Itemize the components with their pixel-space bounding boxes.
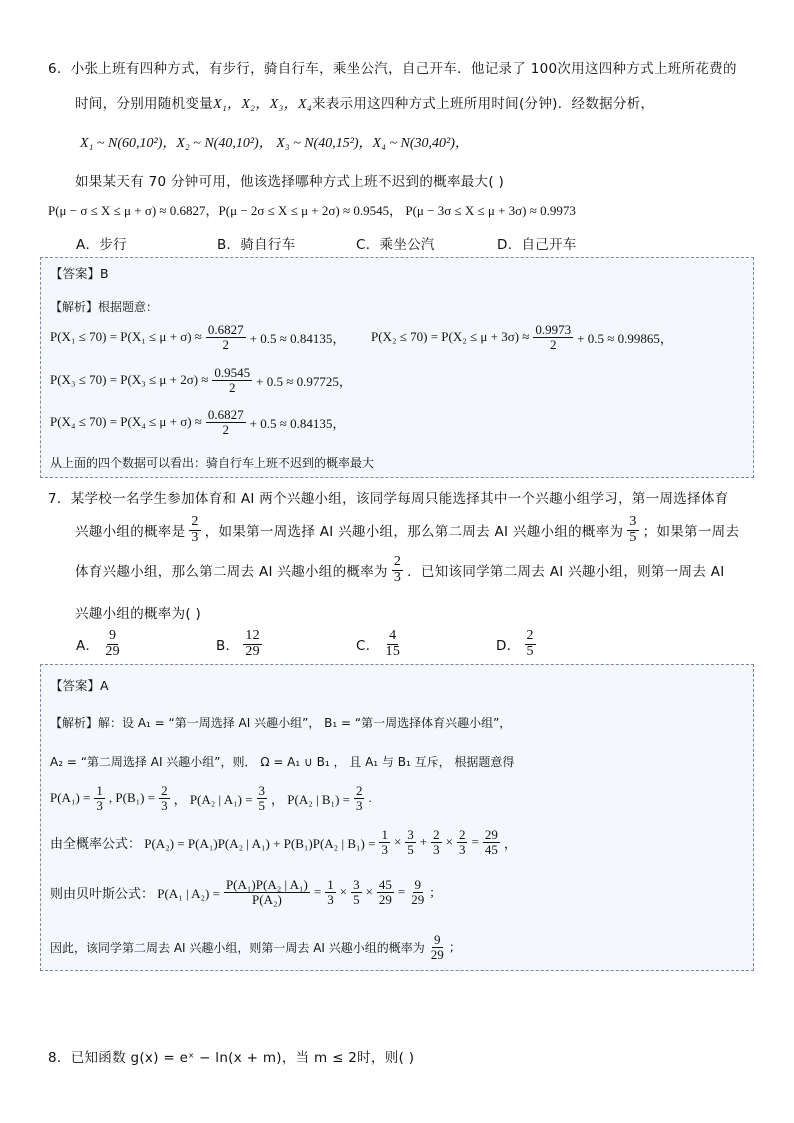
- q7-solution-line4: 由全概率公式： P(A₂) = P(A₁)P(A₂ | A₁) + P(B₁)P(A₂ | B₁) = $\frac{1}{3}$ × $\frac{3}{5}$ + $\frac{2}{3}$ × $\frac{2}{3}$ = $\frac{29}{45}$ ，: [50, 827, 517, 857]
- q6-line2: [75, 92, 654, 113]
- q7-sol5-frac4-n: 9: [414, 877, 422, 892]
- q7-sol6-frac-d: 29: [430, 946, 444, 962]
- q7-option-d-numerator: 2: [526, 628, 534, 643]
- q6-line1: [48, 57, 737, 77]
- q7-sol5-frac3: [377, 878, 394, 906]
- q7-sol5-frac2: [351, 878, 362, 906]
- q7-frac1-denominator: 3: [191, 529, 199, 545]
- q7-sol4-frac2-n: 3: [407, 827, 414, 842]
- q6-stem-line2a: 时间，分别用随机变量: [75, 96, 213, 112]
- q7-option-a: [76, 629, 124, 659]
- q7-line4: 兴趣小组的概率为( ): [75, 606, 202, 622]
- q6-stem-line1: 小张上班有四种方式，有步行，骑自行车，乘坐公汽，自己开车．他记录了 100次用这四种方式上班所花费的: [70, 61, 737, 77]
- q7-sol3-b: , P(B₁) =: [108, 790, 156, 806]
- q7-sol6-a: 因此，该同学第二周去 AI 兴趣小组，则第一周去 AI 兴趣小组的概率为: [50, 940, 425, 955]
- q7-sol6-frac-n: 9: [434, 932, 441, 947]
- q6-analysis-label: 【解析】根据题意：: [50, 300, 159, 314]
- q7-sol4-frac1-d: 3: [381, 841, 388, 857]
- q7-option-c-numerator: 4: [389, 628, 397, 643]
- q6-sol1-denominator: 2: [222, 336, 230, 352]
- q6-sol4-fraction: [206, 408, 246, 436]
- q7-option-b-denominator: 29: [245, 643, 260, 659]
- q7-option-d-fraction: [525, 629, 536, 659]
- q6-sol4-rhs: + 0.5 ≈ 0.84135，: [249, 415, 346, 431]
- q7-sol3-frac4: [354, 784, 365, 812]
- q6-sol1-rhs: + 0.5 ≈ 0.84135，: [249, 330, 346, 346]
- q7-sol4-frac2-d: 5: [407, 841, 414, 857]
- q7-sol4-frac5: [483, 828, 500, 856]
- q7-sol5-bigfrac: [224, 878, 310, 906]
- q7-frac2-numerator: 3: [629, 514, 637, 529]
- q6-option-a: A．步行: [76, 237, 127, 253]
- q7-fraction-2-3: [189, 515, 200, 545]
- q6-answer-label: 【答案】B: [50, 266, 109, 281]
- q7-sol4-a: 由全概率公式： P(A₂) = P(A₁)P(A₂ | A₁) + P(B₁)P(A₂ | B₁) =: [50, 835, 376, 851]
- q7-sol3-d: ， P(A₂ | B₁) =: [271, 791, 350, 807]
- q7-sol4-frac4-n: 2: [458, 827, 466, 842]
- q6-reference-probabilities: P(μ − σ ≤ X ≤ μ + σ) ≈ 0.6827，P(μ − 2σ ≤ X ≤ μ + 2σ) ≈ 0.9545， P(μ − 3σ ≤ X ≤ μ + 3σ) ≈ 0.9973: [48, 203, 576, 218]
- q7-sol5-frac4: [409, 878, 426, 906]
- q7-sol6-frac: [429, 933, 446, 961]
- q8-stem: 已知函数 g(x) = eˣ − ln(x + m)，当 m ≤ 2时，则( ): [70, 1050, 415, 1066]
- q7-option-a-denominator: 29: [105, 643, 120, 659]
- q7-solution-line2: A₂ = “第二周选择 AI 兴趣小组”，则． Ω = A₁ ∪ B₁ ， 且 A₁ 与 B₁ 互斥， 根据题意得: [50, 755, 515, 769]
- q7-sol4-frac3: [431, 828, 442, 856]
- q7-line1: [48, 487, 729, 507]
- q6-option-c: C．乘坐公汽: [356, 237, 435, 253]
- q6-sol3-numerator: 0.9545: [214, 365, 251, 380]
- q7-stem-line2b: ，如果第一周选择 AI 兴趣小组，那么第二周去 AI 兴趣小组的概率为: [204, 524, 624, 541]
- q7-number: 7．: [48, 491, 71, 507]
- q7-sol3-frac2-d: 3: [161, 797, 168, 813]
- q7-option-d-label: D．: [496, 638, 521, 655]
- q7-solution-line3: [50, 784, 372, 812]
- q7-sol3-frac3: [257, 784, 268, 812]
- q6-sol2-fraction: [533, 323, 573, 351]
- q7-sol3-frac4-d: 3: [355, 797, 363, 813]
- q7-sol5-bigfrac-d: P(A₂): [252, 891, 282, 907]
- q7-sol3-frac3-d: 5: [258, 797, 266, 813]
- q7-sol4-frac3-n: 2: [433, 827, 440, 842]
- q7-option-c: [356, 629, 404, 659]
- q7-solution-line1: 【解析】解：设 A₁ = “第一周选择 AI 兴趣小组”， B₁ = “第一周选择体育兴趣小组”，: [50, 716, 512, 730]
- q7-sol3-frac2-n: 2: [161, 783, 168, 798]
- q7-option-b-label: B．: [216, 638, 240, 655]
- q7-sol4-frac1-n: 1: [381, 827, 388, 842]
- q7-sol4-frac5-n: 29: [484, 827, 498, 842]
- q7-sol5-a: 则由贝叶斯公式： P(A₁ | A₂) =: [50, 885, 220, 901]
- q7-sol3-frac3-n: 3: [258, 783, 266, 798]
- q6-sol2-lhs: P(X₂ ≤ 70) = P(X₂ ≤ μ + 3σ) ≈: [371, 329, 530, 345]
- q7-stem-line2c: ；如果第一周去: [642, 524, 740, 541]
- q6-sol3-lhs: P(X₃ ≤ 70) = P(X₃ ≤ μ + 2σ) ≈: [50, 372, 209, 388]
- q7-fraction-2-3-b: [392, 555, 403, 585]
- q7-sol3-c: ， P(A₂ | A₁) =: [173, 791, 253, 807]
- q6-sol4-numerator: 0.6827: [207, 407, 244, 422]
- q7-sol3-frac4-n: 2: [355, 783, 363, 798]
- q7-option-b-fraction: [243, 629, 262, 659]
- q6-number: 6．: [48, 61, 71, 77]
- q7-solution-line5: 则由贝叶斯公式： P(A₁ | A₂) = $\frac{\text{P(A₁)P(A₂ | A₁)}}{\text{P(A₂)}}$ = $\frac{1}{3}$ × $\frac{3}{5}$ × $\frac{45}{29}$ = $\frac{9}{29}$ ;: [50, 877, 434, 907]
- q6-sol2-denominator: 2: [550, 336, 557, 352]
- q7-answer-box: [40, 664, 754, 971]
- q7-option-c-fraction: [384, 629, 403, 659]
- q6-sol3-denominator: 2: [229, 379, 236, 395]
- q8-line: [48, 1046, 414, 1066]
- q6-sol4-lhs: P(X₄ ≤ 70) = P(X₄ ≤ μ + σ) ≈: [50, 414, 202, 430]
- q7-option-c-label: C．: [356, 638, 380, 655]
- q7-option-b-numerator: 12: [245, 628, 260, 643]
- q7-sol4-frac5-d: 45: [484, 841, 498, 857]
- q6-option-b: B．骑自行车: [217, 237, 296, 253]
- q6-sol2-rhs: + 0.5 ≈ 0.99865，: [577, 330, 673, 346]
- q7-sol4-frac3-d: 3: [433, 841, 440, 857]
- q7-line3: [75, 555, 725, 585]
- q6-solution-x4: [50, 408, 345, 436]
- q6-sol3-fraction: [212, 366, 252, 394]
- q7-sol4-frac4: [457, 828, 468, 856]
- q6-sol1-numerator: 0.6827: [207, 322, 244, 337]
- q7-sol5-bigfrac-n: P(A₁)P(A₂ | A₁): [225, 877, 308, 892]
- q6-sol1-lhs: P(X₁ ≤ 70) = P(X₁ ≤ μ + σ) ≈: [50, 329, 202, 345]
- q7-frac2-denominator: 5: [629, 529, 637, 545]
- q7-sol4-frac1: [379, 828, 390, 856]
- q7-sol3-a: P(A₁) =: [50, 790, 91, 806]
- q7-frac1-numerator: 2: [191, 514, 199, 529]
- q7-option-c-denominator: 15: [385, 643, 401, 659]
- q7-option-a-label: A．: [76, 638, 100, 655]
- q7-sol5-frac2-n: 3: [353, 877, 360, 892]
- q7-frac3-denominator: 3: [393, 569, 402, 585]
- q7-frac3-numerator: 2: [393, 554, 402, 569]
- q6-sol2-numerator: 0.9973: [535, 322, 572, 337]
- q6-solution-x1: [50, 323, 345, 351]
- q7-sol5-frac2-d: 5: [353, 891, 360, 907]
- q7-solution-line6: 因此，该同学第二周去 AI 兴趣小组，则第一周去 AI 兴趣小组的概率为 $\frac{9}{29}$ ;: [50, 932, 454, 962]
- q7-sol3-e: .: [368, 790, 372, 806]
- q7-fraction-3-5: [627, 515, 638, 545]
- q6-distributions: X₁ ~ N(60,10²)，X₂ ~ N(40,10²)， X₃ ~ N(40,15²)，X₄ ~ N(30,40²)，: [80, 136, 469, 151]
- q7-sol5-frac1-d: 3: [327, 891, 334, 907]
- q6-solution-x2: [371, 323, 673, 351]
- q7-line2: [75, 515, 739, 545]
- q6-sol1-fraction: [206, 323, 246, 351]
- q7-stem-line2a: 兴趣小组的概率是: [75, 524, 186, 541]
- q6-variables: X₁，X₂，X₃，X₄: [213, 97, 312, 112]
- q7-sol3-frac2: [159, 784, 170, 812]
- q7-sol5-frac3-n: 45: [378, 877, 392, 892]
- q7-stem-line1: 某学校一名学生参加体育和 AI 两个兴趣小组，该同学每周只能选择其中一个兴趣小组学习，第一周选择体育: [70, 491, 729, 507]
- q6-sol3-rhs: + 0.5 ≈ 0.97725，: [256, 373, 352, 389]
- q7-sol5-frac1-n: 1: [327, 877, 334, 892]
- q6-conclusion: 从上面的四个数据可以看出：骑自行车上班不迟到的概率最大: [50, 456, 375, 470]
- q7-sol4-frac2: [405, 828, 416, 856]
- q7-sol4-frac4-d: 3: [458, 841, 466, 857]
- q7-sol5-frac4-d: 29: [411, 891, 425, 907]
- q6-option-d: D．自己开车: [497, 237, 577, 253]
- q6-solution-x3: [50, 366, 352, 394]
- q7-sol3-frac1-d: 3: [96, 797, 103, 813]
- q7-sol5-frac1: [325, 878, 336, 906]
- q7-sol3-frac1-n: 1: [96, 783, 103, 798]
- q7-stem-line3a: 体育兴趣小组，那么第二周去 AI 兴趣小组的概率为: [75, 564, 388, 581]
- q8-number: 8．: [48, 1050, 71, 1066]
- q6-question: 如果某天有 70 分钟可用，他该选择哪种方式上班不迟到的概率最大( ): [75, 174, 505, 190]
- q7-sol3-frac1: [94, 784, 105, 812]
- q7-option-a-fraction: [103, 629, 122, 659]
- q6-stem-line2b: 来表示用这四种方式上班所用时间(分钟)．经数据分析，: [311, 96, 655, 112]
- q7-sol5-frac3-d: 29: [378, 891, 392, 907]
- q7-option-a-numerator: 9: [108, 628, 117, 643]
- q7-answer-label: 【答案】A: [50, 678, 109, 693]
- q6-sol4-denominator: 2: [222, 421, 230, 437]
- q7-option-d-denominator: 5: [526, 643, 534, 659]
- q7-stem-line3b: ．已知该同学第二周去 AI 兴趣小组，则第一周去 AI: [407, 564, 725, 581]
- q7-option-b: [216, 629, 264, 659]
- q7-option-d: [496, 629, 538, 659]
